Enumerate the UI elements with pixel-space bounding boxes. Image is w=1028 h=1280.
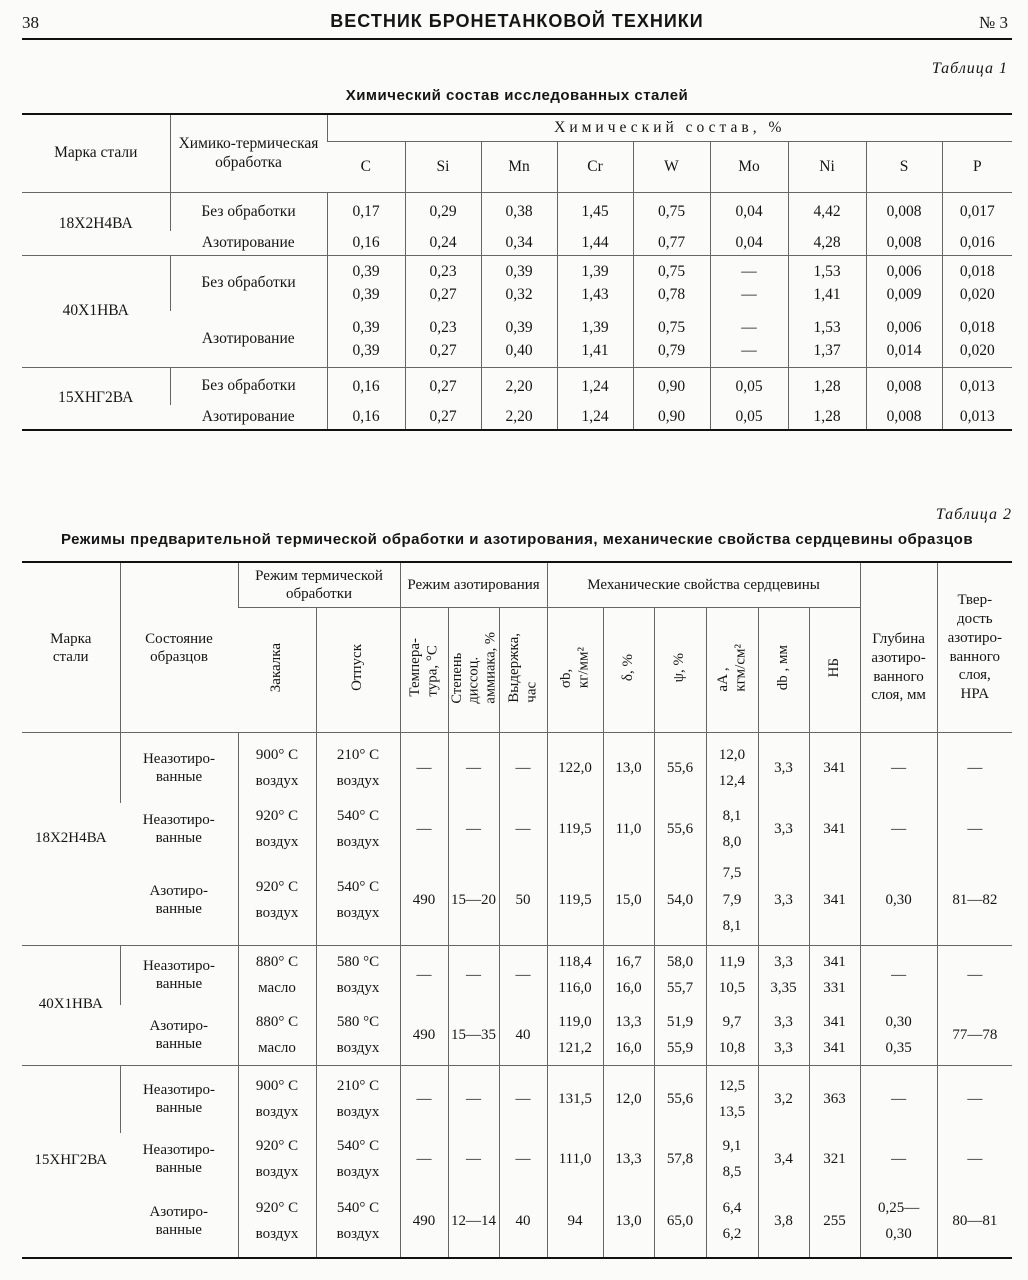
t2-psi: 58,0 55,7 bbox=[654, 945, 706, 1005]
t2-header-mech: Механические свойства сердцевины bbox=[547, 562, 860, 608]
t2-temper: 210° C воздух bbox=[316, 1065, 400, 1133]
t1-value: 0,27 bbox=[405, 405, 481, 430]
t2-hb: 341 bbox=[809, 733, 860, 803]
t2-header-hardness: Твер- дость азотиро- ванного слоя, HPA bbox=[937, 562, 1012, 733]
t1-value: 1,28 bbox=[788, 405, 866, 430]
t2-sb: 119,0 121,2 bbox=[547, 1005, 603, 1065]
t2-grade: 18Х2Н4ВА bbox=[22, 733, 120, 946]
table1-row bbox=[22, 311, 1012, 367]
t1-value: 0,04 bbox=[710, 231, 788, 256]
t2-temp: 490 bbox=[400, 1005, 448, 1065]
t2-depth: 0,25— 0,30 bbox=[860, 1186, 937, 1258]
t2-temper: 540° C воздух bbox=[316, 1186, 400, 1258]
t2-quench: 920° C воздух bbox=[238, 1186, 316, 1258]
t2-depth: — bbox=[860, 733, 937, 803]
t2-psi: 54,0 bbox=[654, 855, 706, 945]
t2-header-nitriding: Режим азотирования bbox=[400, 562, 547, 608]
t2-depth: 0,30 bbox=[860, 855, 937, 945]
t2-delta: 16,7 16,0 bbox=[603, 945, 654, 1005]
t2-sub-hb: HБ bbox=[809, 608, 860, 733]
t1-value: 1,39 1,43 bbox=[557, 255, 633, 311]
table2-row bbox=[22, 1186, 1012, 1258]
t2-psi: 55,6 bbox=[654, 733, 706, 803]
t2-psi: 51,9 55,9 bbox=[654, 1005, 706, 1065]
t2-db: 3,3 3,3 bbox=[758, 1005, 809, 1065]
t2-db: 3,4 bbox=[758, 1133, 809, 1186]
t2-hb: 255 bbox=[809, 1186, 860, 1258]
t2-temp: — bbox=[400, 1133, 448, 1186]
t2-hard: — bbox=[937, 1133, 1012, 1186]
t1-value: 0,29 bbox=[405, 193, 481, 231]
t1-header-treatment: Химико-термическая обработка bbox=[170, 114, 327, 193]
t1-grade: 40Х1НВА bbox=[22, 255, 170, 367]
t2-sub-sigma-b: σb, кг/мм² bbox=[547, 608, 603, 733]
t1-value: 0,008 bbox=[866, 367, 942, 405]
t1-value: 4,28 bbox=[788, 231, 866, 256]
t2-hard: — bbox=[937, 733, 1012, 803]
t2-hard: — bbox=[937, 1065, 1012, 1133]
t2-ak: 8,1 8,0 bbox=[706, 803, 758, 856]
t2-sub-quench: Закалка bbox=[238, 608, 316, 733]
t1-element-header: P bbox=[942, 142, 1012, 193]
t2-temp: — bbox=[400, 733, 448, 803]
t2-depth: 0,30 0,35 bbox=[860, 1005, 937, 1065]
page-header bbox=[22, 10, 1012, 40]
t2-sb: 119,5 bbox=[547, 855, 603, 945]
t1-element-header: C bbox=[327, 142, 405, 193]
t2-state: Азотиро- ванные bbox=[149, 882, 209, 917]
t2-ak: 7,5 7,9 8,1 bbox=[706, 855, 758, 945]
t2-delta: 15,0 bbox=[603, 855, 654, 945]
table2-title: Режимы предварительной термической обработки и азотирования, механические свойства сердцевины образцов bbox=[60, 531, 974, 548]
t1-value: 4,42 bbox=[788, 193, 866, 231]
t2-diss: — bbox=[448, 1065, 499, 1133]
t2-hold: 40 bbox=[499, 1186, 547, 1258]
t1-value: 0,16 bbox=[327, 405, 405, 430]
table2-row bbox=[22, 733, 1012, 803]
table1-row bbox=[22, 193, 1012, 231]
table2-row bbox=[22, 945, 1012, 1005]
t2-state: Неазотиро- ванные bbox=[120, 1065, 238, 1133]
t2-hold: — bbox=[499, 803, 547, 856]
t1-value: 0,39 0,32 bbox=[481, 255, 557, 311]
t2-state: Неазотиро- ванные bbox=[120, 945, 238, 1005]
t2-hard: — bbox=[937, 803, 1012, 856]
t2-depth: — bbox=[860, 945, 937, 1005]
t2-temper: 580 °C воздух bbox=[316, 945, 400, 1005]
t2-quench: 920° C воздух bbox=[238, 803, 316, 856]
t1-value: 0,77 bbox=[633, 231, 710, 256]
t2-state: Неазотиро- ванные bbox=[120, 733, 238, 803]
t2-quench: 900° C воздух bbox=[238, 733, 316, 803]
t1-value: 1,24 bbox=[557, 367, 633, 405]
issue-number: № 3 bbox=[979, 13, 1008, 32]
t1-value: 0,04 bbox=[710, 193, 788, 231]
t2-psi: 55,6 bbox=[654, 1065, 706, 1133]
t2-quench: 880° C масло bbox=[238, 945, 316, 1005]
t2-header-heat: Режим термической обработки bbox=[238, 562, 400, 608]
t2-state: Азотиро- ванные bbox=[149, 1017, 209, 1052]
t2-quench: 920° C воздух bbox=[238, 855, 316, 945]
t2-delta: 13,3 16,0 bbox=[603, 1005, 654, 1065]
t2-ak: 9,1 8,5 bbox=[706, 1133, 758, 1186]
t1-value: 0,05 bbox=[710, 367, 788, 405]
t2-delta: 13,0 bbox=[603, 1186, 654, 1258]
t1-value: 0,013 bbox=[942, 405, 1012, 430]
t1-value: 0,006 0,009 bbox=[866, 255, 942, 311]
table2-row bbox=[22, 803, 1012, 856]
t2-ak: 12,5 13,5 bbox=[706, 1065, 758, 1133]
t2-hard: — bbox=[937, 945, 1012, 1005]
t2-sb: 122,0 bbox=[547, 733, 603, 803]
t1-treatment: Азотирование bbox=[201, 408, 295, 426]
t2-ak: 11,9 10,5 bbox=[706, 945, 758, 1005]
t2-hold: 40 bbox=[499, 1005, 547, 1065]
t1-element-header: W bbox=[633, 142, 710, 193]
t1-header-grade: Марка стали bbox=[22, 114, 170, 193]
table2-row bbox=[22, 855, 1012, 945]
t1-value: 0,23 0,27 bbox=[405, 255, 481, 311]
t2-depth: — bbox=[860, 1133, 937, 1186]
t2-db: 3,3 3,35 bbox=[758, 945, 809, 1005]
table1-row bbox=[22, 231, 1012, 256]
t2-hold: — bbox=[499, 945, 547, 1005]
table2-row bbox=[22, 1133, 1012, 1186]
t2-temper: 540° C воздух bbox=[316, 803, 400, 856]
t1-element-header: Cr bbox=[557, 142, 633, 193]
t2-hb: 363 bbox=[809, 1065, 860, 1133]
t1-value: 0,17 bbox=[327, 193, 405, 231]
t2-grade: 15ХНГ2ВА bbox=[22, 1065, 120, 1258]
t2-state: Неазотиро- ванные bbox=[142, 1142, 215, 1177]
t2-depth: — bbox=[860, 803, 937, 856]
t1-value: 0,24 bbox=[405, 231, 481, 256]
t2-sub-temper: Отпуск bbox=[316, 608, 400, 733]
t1-value: 0,013 bbox=[942, 367, 1012, 405]
t2-ak: 6,4 6,2 bbox=[706, 1186, 758, 1258]
t2-db: 3,2 bbox=[758, 1065, 809, 1133]
t2-quench: 880° C масло bbox=[238, 1005, 316, 1065]
t2-db: 3,3 bbox=[758, 803, 809, 856]
t2-sub-psi: ψ, % bbox=[654, 608, 706, 733]
t2-diss: 12—14 bbox=[448, 1186, 499, 1258]
t1-treatment: Без обработки bbox=[170, 367, 327, 405]
t1-treatment: Азотирование bbox=[201, 329, 295, 347]
t2-hb: 341 331 bbox=[809, 945, 860, 1005]
t1-value: 0,018 0,020 bbox=[942, 255, 1012, 311]
t1-value: 0,23 0,27 bbox=[405, 311, 481, 367]
t2-header-depth: Глубина азотиро- ванного слоя, мм bbox=[860, 562, 937, 733]
t2-temp: 490 bbox=[400, 855, 448, 945]
t1-value: 0,05 bbox=[710, 405, 788, 430]
t2-sb: 131,5 bbox=[547, 1065, 603, 1133]
t1-grade: 18Х2Н4ВА bbox=[22, 193, 170, 256]
t2-diss: — bbox=[448, 803, 499, 856]
t2-delta: 12,0 bbox=[603, 1065, 654, 1133]
table1-row bbox=[22, 367, 1012, 405]
t1-value: 0,75 0,79 bbox=[633, 311, 710, 367]
t1-grade: 15ХНГ2ВА bbox=[22, 367, 170, 430]
t2-state: Неазотиро- ванные bbox=[142, 811, 215, 846]
t2-delta: 13,3 bbox=[603, 1133, 654, 1186]
t1-element-header: Si bbox=[405, 142, 481, 193]
t1-value: 0,39 0,39 bbox=[327, 255, 405, 311]
table1-row bbox=[22, 255, 1012, 311]
t2-temper: 540° C воздух bbox=[316, 1133, 400, 1186]
t1-value: — — bbox=[710, 255, 788, 311]
t2-temp: — bbox=[400, 803, 448, 856]
t1-element-header: S bbox=[866, 142, 942, 193]
t1-value: 1,53 1,41 bbox=[788, 255, 866, 311]
t2-grade: 40Х1НВА bbox=[22, 945, 120, 1065]
table1-row bbox=[22, 405, 1012, 430]
t2-sub-impact: aA , кгм/см² bbox=[706, 608, 758, 733]
t1-value: 0,75 bbox=[633, 193, 710, 231]
t2-diss: — bbox=[448, 945, 499, 1005]
t2-sub-temp: Темпера- тура, °C bbox=[400, 608, 448, 733]
t1-element-header: Mo bbox=[710, 142, 788, 193]
t2-header-grade: Марка стали bbox=[22, 562, 120, 733]
t2-diss: — bbox=[448, 1133, 499, 1186]
t2-db: 3,8 bbox=[758, 1186, 809, 1258]
t2-hold: 50 bbox=[499, 855, 547, 945]
table2-row bbox=[22, 1005, 1012, 1065]
t2-sub-dissociation: Степень диссоц. аммиака, % bbox=[448, 608, 499, 733]
page-number: 38 bbox=[22, 13, 39, 32]
table1-label: Таблица 1 bbox=[931, 60, 1008, 77]
t2-db: 3,3 bbox=[758, 733, 809, 803]
table2 bbox=[22, 561, 1012, 1259]
table1-title: Химический состав исследованных сталей bbox=[345, 87, 689, 104]
t2-temp: 490 bbox=[400, 1186, 448, 1258]
t2-sub-db: db , мм bbox=[758, 608, 809, 733]
t2-temp: — bbox=[400, 945, 448, 1005]
t2-sub-delta: δ, % bbox=[603, 608, 654, 733]
t2-hard: 77—78 bbox=[937, 1005, 1012, 1065]
t1-value: 0,16 bbox=[327, 367, 405, 405]
t1-value: 2,20 bbox=[481, 367, 557, 405]
t1-header-composition: Химический состав, % bbox=[327, 114, 1012, 142]
t2-depth: — bbox=[860, 1065, 937, 1133]
t2-sb: 94 bbox=[547, 1186, 603, 1258]
t2-psi: 65,0 bbox=[654, 1186, 706, 1258]
t1-value: 0,008 bbox=[866, 231, 942, 256]
t2-delta: 13,0 bbox=[603, 733, 654, 803]
t1-value: 0,008 bbox=[866, 193, 942, 231]
t1-value: 0,016 bbox=[942, 231, 1012, 256]
t2-ak: 9,7 10,8 bbox=[706, 1005, 758, 1065]
t2-hb: 341 bbox=[809, 803, 860, 856]
t2-temper: 580 °C воздух bbox=[316, 1005, 400, 1065]
t2-sub-hold: Выдержка, час bbox=[499, 608, 547, 733]
t2-ak: 12,0 12,4 bbox=[706, 733, 758, 803]
t2-sb: 111,0 bbox=[547, 1133, 603, 1186]
t1-value: 0,90 bbox=[633, 405, 710, 430]
t1-value: 0,008 bbox=[866, 405, 942, 430]
t2-quench: 900° C воздух bbox=[238, 1065, 316, 1133]
t1-value: 0,018 0,020 bbox=[942, 311, 1012, 367]
t1-value: 1,45 bbox=[557, 193, 633, 231]
t1-value: 0,006 0,014 bbox=[866, 311, 942, 367]
t2-psi: 55,6 bbox=[654, 803, 706, 856]
t2-hold: — bbox=[499, 1133, 547, 1186]
t2-delta: 11,0 bbox=[603, 803, 654, 856]
t1-value: 0,34 bbox=[481, 231, 557, 256]
t2-temper: 210° C воздух bbox=[316, 733, 400, 803]
t1-value: — — bbox=[710, 311, 788, 367]
table2-row bbox=[22, 1065, 1012, 1133]
t1-value: 1,28 bbox=[788, 367, 866, 405]
t1-value: 0,39 0,39 bbox=[327, 311, 405, 367]
t2-hb: 341 341 bbox=[809, 1005, 860, 1065]
t1-value: 0,38 bbox=[481, 193, 557, 231]
t1-value: 1,44 bbox=[557, 231, 633, 256]
t2-diss: — bbox=[448, 733, 499, 803]
t2-diss: 15—20 bbox=[448, 855, 499, 945]
t1-value: 1,53 1,37 bbox=[788, 311, 866, 367]
t1-treatment: Без обработки bbox=[170, 255, 327, 311]
t1-value: 0,16 bbox=[327, 231, 405, 256]
t1-treatment: Без обработки bbox=[170, 193, 327, 231]
t1-element-header: Ni bbox=[788, 142, 866, 193]
table2-label: Таблица 2 bbox=[935, 506, 1012, 523]
t2-db: 3,3 bbox=[758, 855, 809, 945]
t2-sb: 119,5 bbox=[547, 803, 603, 856]
t1-value: 1,39 1,41 bbox=[557, 311, 633, 367]
t2-hard: 81—82 bbox=[937, 855, 1012, 945]
t1-element-header: Mn bbox=[481, 142, 557, 193]
t2-state: Азотиро- ванные bbox=[149, 1204, 209, 1238]
t1-value: 2,20 bbox=[481, 405, 557, 430]
t2-psi: 57,8 bbox=[654, 1133, 706, 1186]
t1-value: 1,24 bbox=[557, 405, 633, 430]
t2-temp: — bbox=[400, 1065, 448, 1133]
t1-value: 0,75 0,78 bbox=[633, 255, 710, 311]
t1-value: 0,017 bbox=[942, 193, 1012, 231]
t2-hb: 321 bbox=[809, 1133, 860, 1186]
t2-quench: 920° C воздух bbox=[238, 1133, 316, 1186]
t2-temper: 540° C воздух bbox=[316, 855, 400, 945]
t2-header-state: Состояние образцов bbox=[120, 562, 238, 733]
t2-hold: — bbox=[499, 1065, 547, 1133]
t2-hard: 80—81 bbox=[937, 1186, 1012, 1258]
journal-title: ВЕСТНИК БРОНЕТАНКОВОЙ ТЕХНИКИ bbox=[330, 11, 704, 31]
t2-hb: 341 bbox=[809, 855, 860, 945]
t2-sb: 118,4 116,0 bbox=[547, 945, 603, 1005]
t1-value: 0,27 bbox=[405, 367, 481, 405]
t1-value: 0,39 0,40 bbox=[481, 311, 557, 367]
t1-treatment: Азотирование bbox=[201, 233, 295, 251]
table1 bbox=[22, 113, 1012, 431]
t1-value: 0,90 bbox=[633, 367, 710, 405]
t2-hold: — bbox=[499, 733, 547, 803]
t2-diss: 15—35 bbox=[448, 1005, 499, 1065]
